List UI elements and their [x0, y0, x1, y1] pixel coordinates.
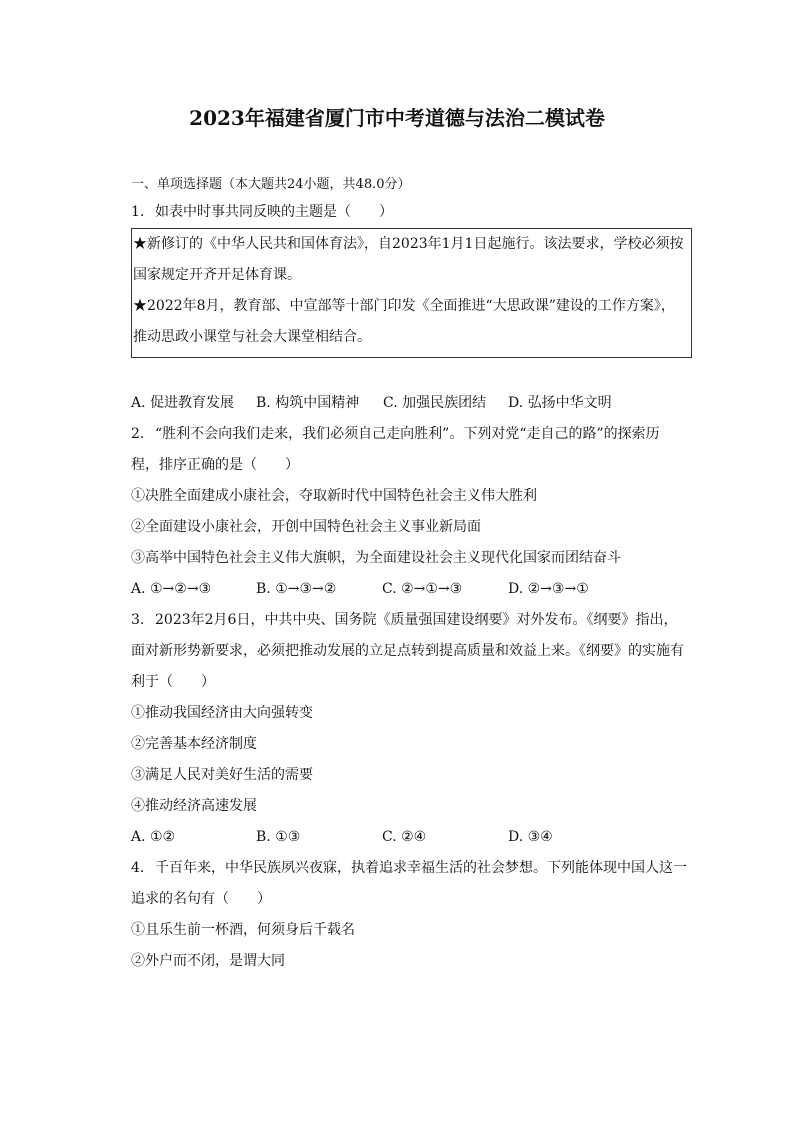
statement-item: ①决胜全面建成小康社会，夺取新时代中国特色社会主义伟大胜利: [131, 488, 537, 504]
question-2-stem: [131, 419, 692, 450]
option-a[interactable]: A. ①②: [131, 829, 176, 845]
question-text-continued: 面对新形势新要求，必须把推动发展的立足点转到提高质量和效益上来。《纲要》的实施有: [131, 643, 684, 659]
question-text: 如表中时事共同反映的主题是（ ）: [155, 204, 393, 220]
option-d[interactable]: D. 弘扬中华文明: [508, 395, 612, 411]
news-line: 国家规定开齐开足体育课。: [133, 267, 301, 283]
statement-item: ③高举中国特色社会主义伟大旗帜，为全面建设社会主义现代化国家而团结奋斗: [131, 550, 621, 566]
option-a[interactable]: A. 促进教育发展: [131, 395, 235, 411]
statement-item: ②全面建设小康社会，开创中国特色社会主义事业新局面: [131, 519, 481, 535]
option-d[interactable]: D. ③④: [508, 829, 553, 845]
statement-item: ③满足人民对美好生活的需要: [131, 767, 313, 783]
question-3-stem: [131, 605, 692, 636]
option-b[interactable]: B. ①③: [256, 829, 301, 845]
option-c[interactable]: C. 加强民族团结: [383, 395, 487, 411]
statement-item: ①推动我国经济由大向强转变: [131, 705, 313, 721]
question-2-options: [131, 574, 692, 605]
page-title: 2023年福建省厦门市中考道德与法治二模试卷: [189, 106, 605, 130]
statement-item: ④推动经济高速发展: [131, 798, 257, 814]
option-b[interactable]: B. ①→③→②: [256, 581, 337, 597]
news-line: ★2022年8月，教育部、中宣部等十部门印发《全面推进“大思政课”建设的工作方案》，: [133, 298, 675, 314]
option-b[interactable]: B. 构筑中国精神: [256, 395, 360, 411]
question-1-news-box: [131, 228, 692, 358]
question-text-continued: 程，排序正确的是（ ）: [131, 457, 299, 473]
question-number: 3.: [131, 612, 145, 628]
question-text-continued: 追求的名句有（ ）: [131, 891, 271, 907]
question-text: “胜利不会向我们走来，我们必须自己走向胜利”。下列对党“走自己的路”的探索历: [155, 426, 660, 442]
option-c[interactable]: C. ②④: [382, 829, 427, 845]
exam-content: [131, 173, 692, 977]
news-line: 推动思政小课堂与社会大课堂相结合。: [133, 329, 371, 345]
question-text: 2023年2月6日，中共中央、国务院《质量强国建设纲要》对外发布。《纲要》指出，: [155, 612, 678, 628]
question-number: 4.: [131, 860, 145, 876]
question-number: 1.: [131, 204, 145, 220]
statement-item: ②外户而不闭，是谓大同: [131, 953, 285, 969]
question-1-stem: [131, 197, 692, 228]
question-4-stem: [131, 853, 692, 884]
statement-item: ①且乐生前一杯酒，何须身后千载名: [131, 922, 355, 938]
question-text-continued: 利于（ ）: [131, 674, 215, 690]
question-number: 2.: [131, 426, 145, 442]
question-3-options: [131, 822, 692, 853]
news-line: ★新修订的《中华人民共和国体育法》，自2023年1月1日起施行。该法要求，学校必须按: [133, 236, 684, 252]
section-heading: 一、单项选择题（本大题共24小题，共48.0分）: [131, 177, 411, 192]
option-c[interactable]: C. ②→①→③: [382, 581, 463, 597]
option-a[interactable]: A. ①→②→③: [131, 581, 212, 597]
question-text: 千百年来，中华民族夙兴夜寐，执着追求幸福生活的社会梦想。下列能体现中国人这一: [155, 860, 687, 876]
statement-item: ②完善基本经济制度: [131, 736, 257, 752]
question-1-options: [131, 388, 692, 419]
option-d[interactable]: D. ②→③→①: [508, 581, 589, 597]
